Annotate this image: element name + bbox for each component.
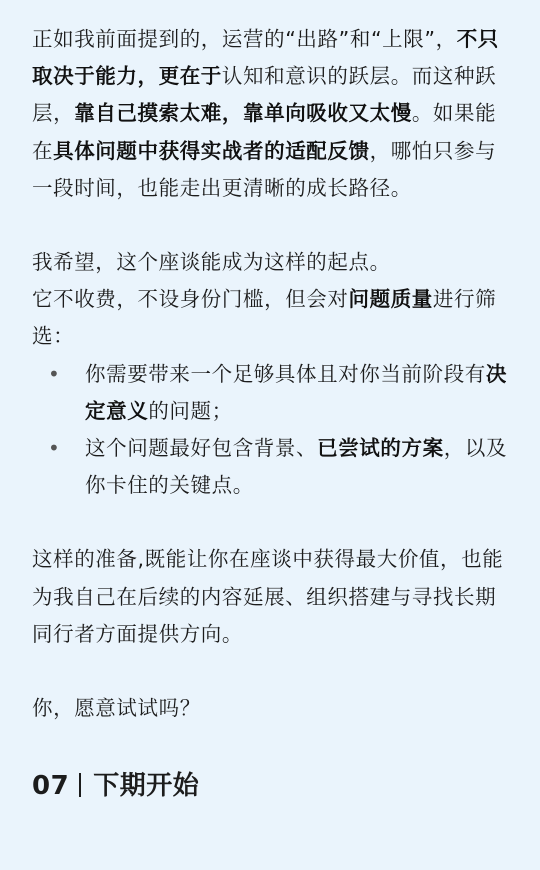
p2-seg-0: 它不收费，不设身份门槛，但会对 — [32, 287, 349, 312]
p1-seg-6: ，哪怕只参与一段时间，也能走出更清晰的成长路径。 — [32, 138, 497, 200]
p1-seg-5: 具体问题中获得实战者的适配反馈 — [53, 138, 370, 163]
section-number: 07 — [32, 771, 70, 802]
b1-seg-1: 决定意义 — [85, 361, 508, 423]
b1-seg-0: 你需要带来一个足够具体且对你当前阶段有 — [85, 361, 486, 386]
p1-seg-4: 。如果能在 — [32, 101, 497, 163]
paragraph-spacer — [32, 653, 512, 690]
p2-line-1: 我希望，这个座谈能成为这样的起点。 — [32, 250, 391, 275]
bullet-icon: • — [48, 361, 61, 386]
p1-seg-2: 认知和意识的跃层。而这种跃层， — [32, 64, 497, 126]
b2-seg-2: ，以及你卡住的关键点。 — [85, 436, 508, 498]
paragraph-spacer — [32, 207, 512, 244]
paragraph-2 — [32, 244, 512, 356]
section-title: 下期开始 — [93, 771, 200, 802]
b2-seg-0: 这个问题最好包含背景、 — [85, 436, 318, 461]
b1-seg-2: 的问题； — [148, 398, 233, 423]
list-item — [32, 430, 512, 504]
paragraph-1 — [32, 21, 512, 207]
section-divider — [79, 773, 81, 797]
p2-seg-1: 问题质量 — [348, 287, 433, 312]
paragraph-3: 这样的准备,既能让你在座谈中获得最大价值，也能为我自己在后续的内容延展、组织搭建与寻找长期同行者方面提供方向。 — [32, 547, 504, 646]
p1-seg-0: 正如我前面提到的，运营的“出路”和“上限”， — [32, 27, 457, 51]
p1-seg-1: 不只取决于能力，更在于 — [32, 27, 499, 89]
article-body — [32, 21, 512, 803]
list-item — [32, 356, 512, 430]
b2-seg-1: 已尝试的方案 — [317, 436, 444, 461]
paragraph-4: 你，愿意试试吗？ — [32, 696, 201, 721]
p1-seg-3: 靠自己摸索太难，靠单向吸收又太慢 — [74, 101, 412, 126]
bullet-icon: • — [48, 436, 61, 461]
section-heading — [32, 769, 512, 803]
requirement-list — [32, 356, 512, 505]
p2-seg-2: 进行筛选： — [32, 287, 497, 349]
paragraph-spacer — [32, 504, 512, 541]
